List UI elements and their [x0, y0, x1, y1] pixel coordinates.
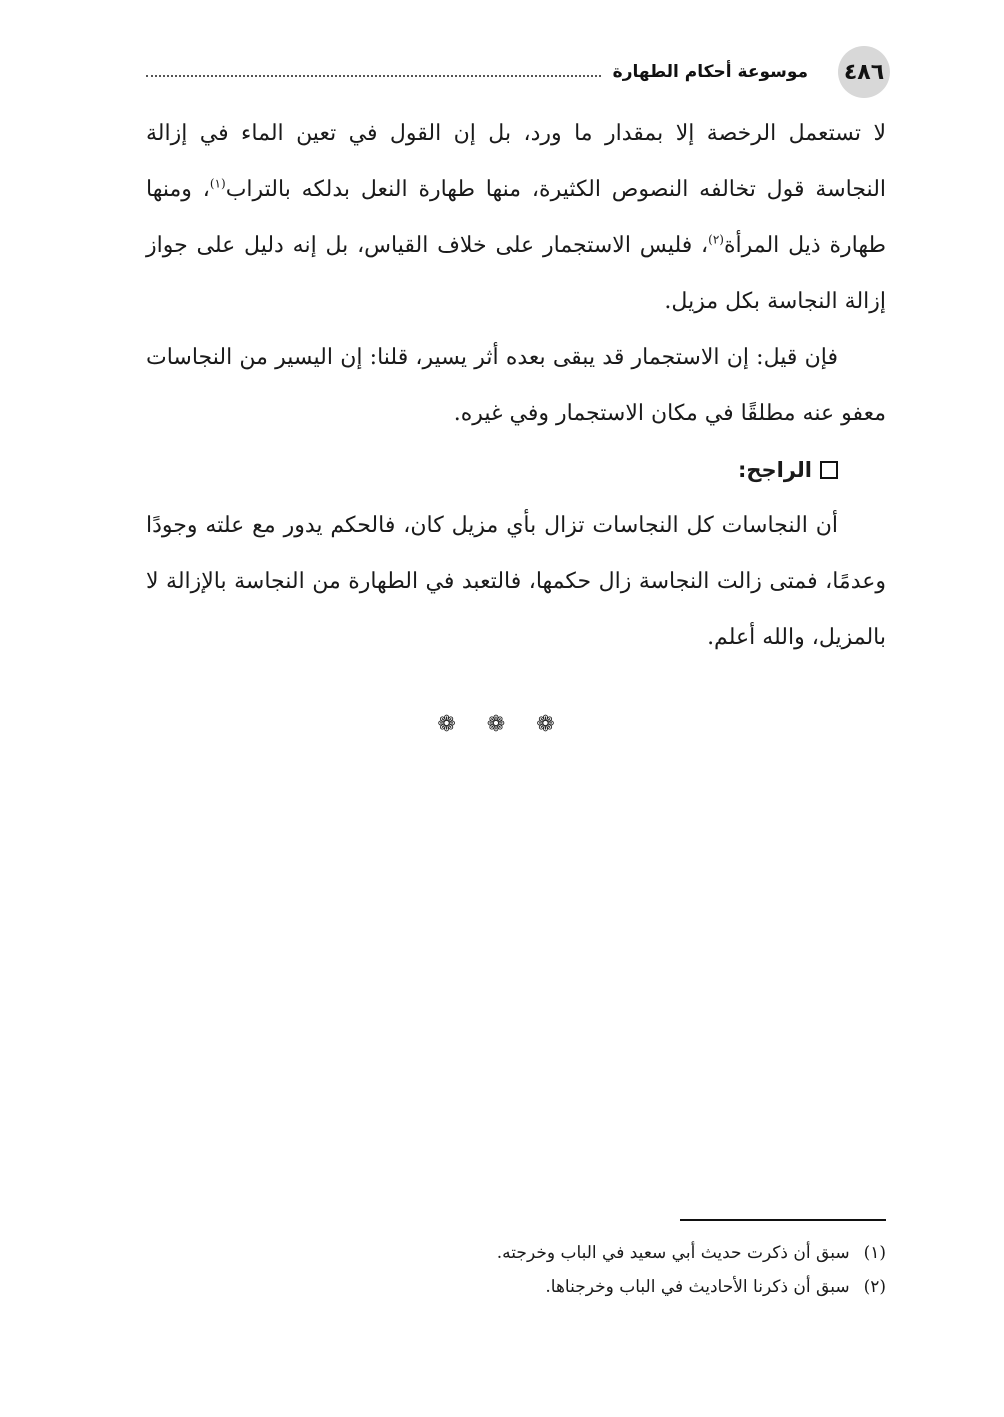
paragraph-1-line-3b: ، فليس الاستجمار على خلاف القياس، بل إنه دليل على جواز إزالة النجاسة [146, 233, 886, 314]
paragraph-1-line-4: بكل مزيل. [664, 289, 761, 314]
footnotes [300, 1236, 886, 1304]
footnote-1-number: (١) [863, 1243, 886, 1263]
paragraph-3 [146, 498, 886, 666]
section-heading [146, 442, 886, 498]
footnote-1-text: سبق أن ذكرت حديث أبي سعيد في الباب وخرجته. [496, 1243, 850, 1263]
footnote-1 [300, 1236, 886, 1270]
section-ornament: ❁ ❁ ❁ [437, 712, 567, 737]
paragraph-1 [146, 106, 886, 330]
page-header [146, 46, 890, 98]
paragraph-3-line-2: وجودًا وعدمًا، فمتى زالت النجاسة زال حكمها، فالتعبد في الطهارة من النجاسة [146, 513, 886, 594]
paragraph-1-line-2a: قول تخالفه النصوص الكثيرة، منها طهارة النعل بدلكه بالتراب [225, 177, 805, 202]
square-bullet-icon [820, 461, 838, 479]
running-title: موسوعة أحكام الطهارة [612, 62, 808, 82]
running-head [146, 58, 820, 86]
footnote-ref-2[interactable]: (٢) [708, 232, 724, 247]
section-heading-text: الراجح: [737, 458, 812, 482]
footnote-2-number: (٢) [863, 1277, 886, 1297]
footnote-ref-1[interactable]: (١) [209, 176, 226, 191]
paragraph-1-line-1: لا تستعمل الرخصة إلا بمقدار ما ورد، بل إن القول في تعين الماء في إزالة النجاسة [146, 121, 887, 202]
paragraph-2-line-2: معفو عنه مطلقًا في مكان الاستجمار وفي غيره. [453, 401, 886, 426]
footnote-2 [300, 1270, 886, 1304]
paragraph-2-line-1: فإن قيل: إن الاستجمار قد يبقى بعده أثر يسير، قلنا: إن اليسير من النجاسات [146, 345, 838, 370]
paragraph-3-line-3: بالإزالة لا بالمزيل، والله أعلم. [146, 569, 886, 650]
footnote-2-text: سبق أن ذكرنا الأحاديث في الباب وخرجناها. [545, 1277, 850, 1297]
paragraph-3-line-1: أن النجاسات كل النجاسات تزال بأي مزيل كان، فالحكم يدور مع علته [205, 513, 838, 538]
footnote-separator [680, 1219, 886, 1221]
paragraph-2 [146, 330, 886, 442]
paragraph-1-line-2b: ، ومنها طهارة ذيل [146, 177, 886, 258]
dotted-leader [146, 75, 601, 77]
paragraph-1-line-3a: المرأة [723, 233, 780, 258]
page-number-badge: ٤٨٦ [838, 46, 890, 98]
main-text [146, 106, 886, 666]
